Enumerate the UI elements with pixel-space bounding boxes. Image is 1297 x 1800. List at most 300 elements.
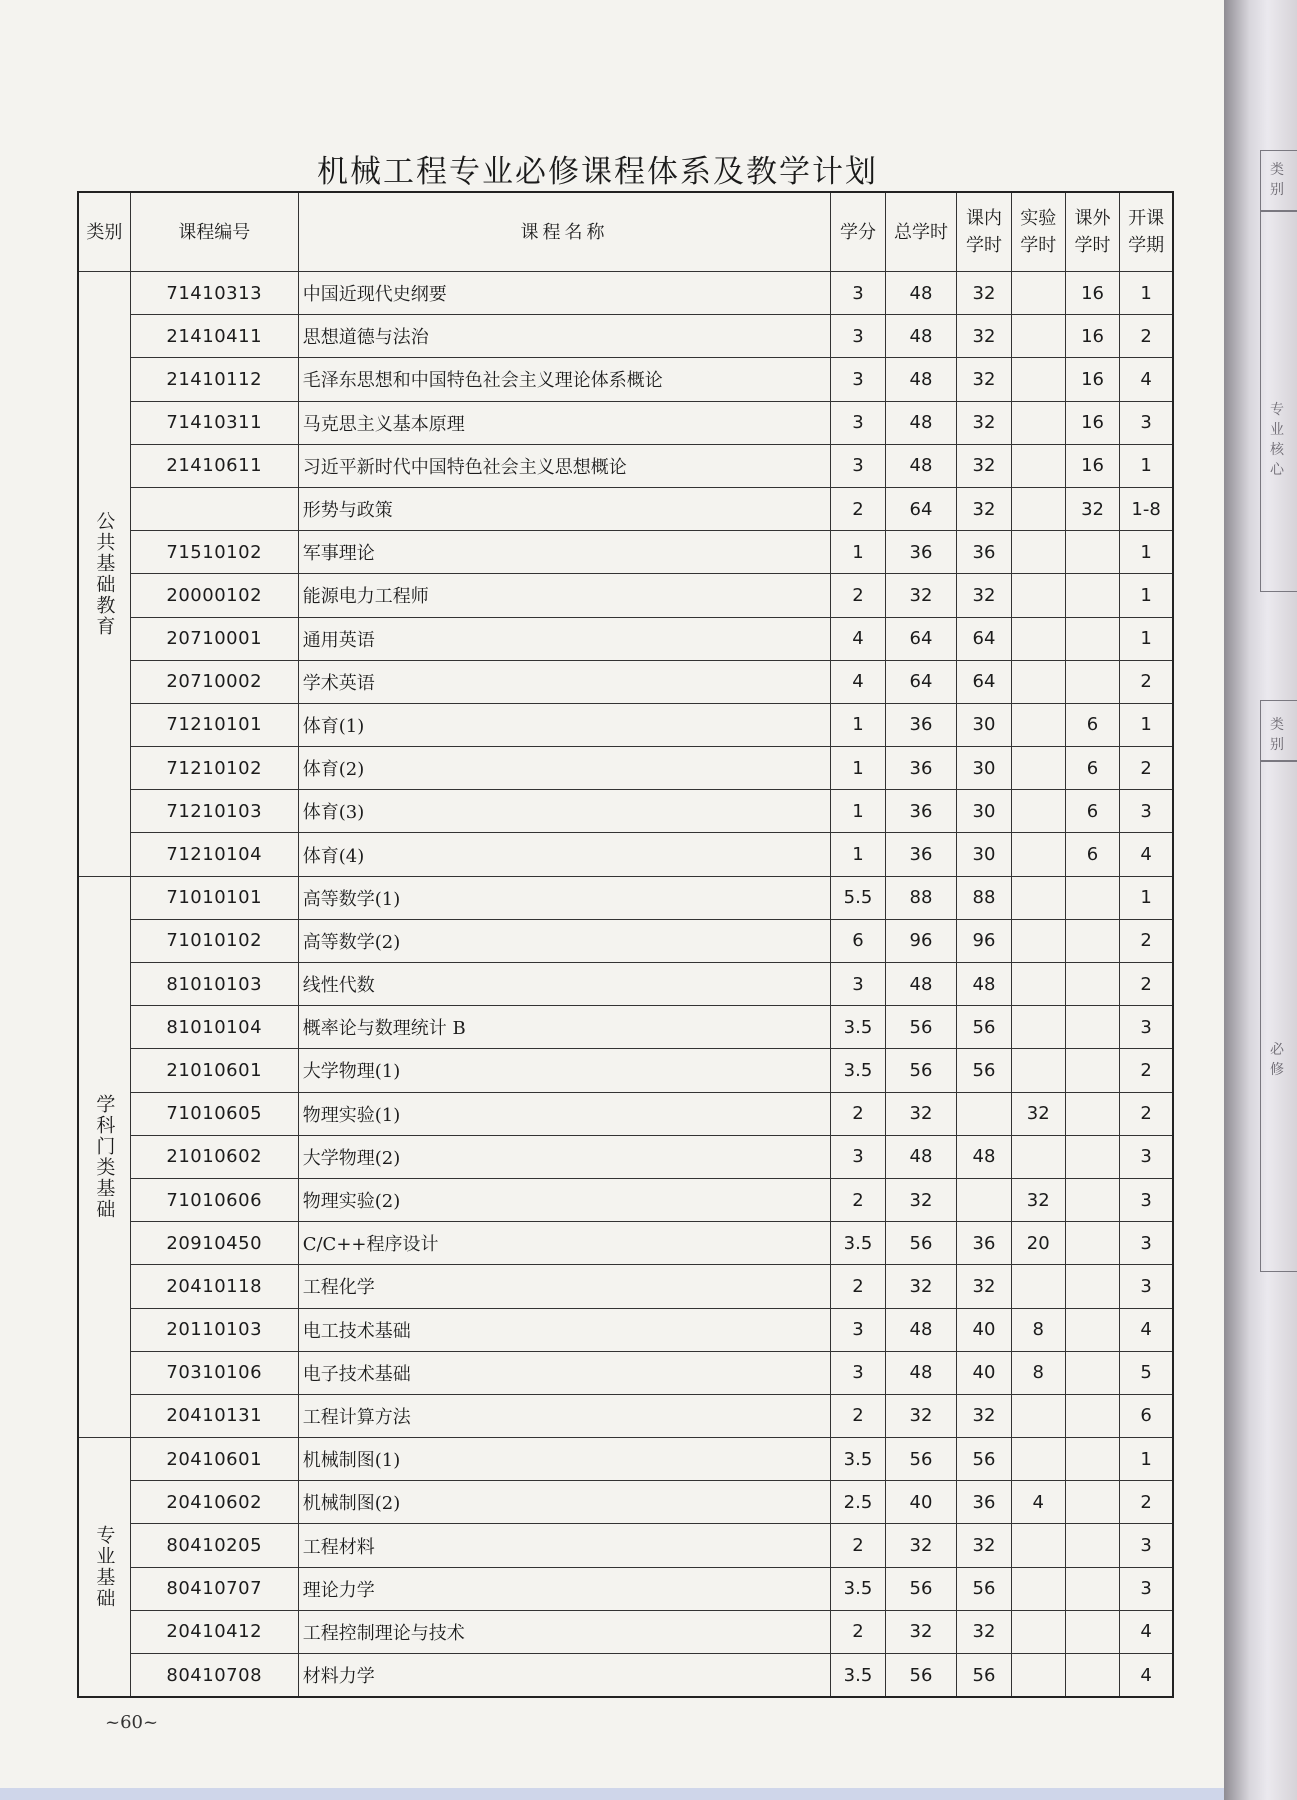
course-class-hours: 96 [957,919,1011,962]
side-label-category-2: 类别 [1270,717,1284,753]
course-code: 21410112 [130,358,298,401]
course-name: 线性代数 [298,963,831,1006]
course-name: 能源电力工程师 [298,574,831,617]
course-semester: 1 [1120,574,1173,617]
course-extra-hours: 16 [1065,401,1119,444]
course-extra-hours [1065,876,1119,919]
header-category: 类别 [78,192,130,272]
course-credits: 3 [831,358,885,401]
course-extra-hours [1065,1351,1119,1394]
course-credits: 2 [831,1178,885,1221]
course-extra-hours: 32 [1065,487,1119,530]
course-class-hours: 32 [957,1610,1011,1653]
course-semester: 2 [1120,919,1173,962]
course-code: 71010606 [130,1178,298,1221]
table-row [78,358,1173,401]
course-extra-hours: 6 [1065,703,1119,746]
course-semester: 4 [1120,1610,1173,1653]
course-total-hours: 96 [885,919,957,962]
course-code: 20000102 [130,574,298,617]
course-code: 80410707 [130,1567,298,1610]
side-box-bottom [1260,760,1297,1272]
course-code: 80410205 [130,1524,298,1567]
table-row [78,531,1173,574]
course-code: 21010601 [130,1049,298,1092]
course-lab-hours [1011,919,1065,962]
bottom-band [0,1788,1224,1800]
course-name: 高等数学(2) [298,919,831,962]
course-name: 毛泽东思想和中国特色社会主义理论体系概论 [298,358,831,401]
course-code: 71410313 [130,272,298,315]
course-semester: 1 [1120,617,1173,660]
course-lab-hours [1011,876,1065,919]
course-class-hours: 32 [957,272,1011,315]
course-lab-hours [1011,487,1065,530]
course-class-hours: 32 [957,1265,1011,1308]
course-semester: 2 [1120,747,1173,790]
course-credits: 1 [831,531,885,574]
course-credits: 1 [831,790,885,833]
side-label-category-1: 类别 [1270,162,1284,198]
course-class-hours: 36 [957,1481,1011,1524]
table-row [78,1394,1173,1437]
table-row [78,1308,1173,1351]
page-title: 机械工程专业必修课程体系及教学计划 [317,154,878,190]
course-class-hours: 56 [957,1567,1011,1610]
course-name: 中国近现代史纲要 [298,272,831,315]
course-extra-hours [1065,1438,1119,1481]
course-name: 体育(1) [298,703,831,746]
course-name: 大学物理(1) [298,1049,831,1092]
course-code: 71010102 [130,919,298,962]
course-credits: 3.5 [831,1438,885,1481]
course-class-hours: 32 [957,574,1011,617]
course-credits: 3.5 [831,1222,885,1265]
course-total-hours: 32 [885,1524,957,1567]
course-extra-hours [1065,617,1119,660]
course-name: C/C++程序设计 [298,1222,831,1265]
course-class-hours: 30 [957,833,1011,876]
course-lab-hours [1011,833,1065,876]
course-semester: 3 [1120,1006,1173,1049]
table-header-row [78,192,1173,272]
course-lab-hours [1011,1567,1065,1610]
page-number: ~60~ [105,1712,159,1733]
table-row [78,444,1173,487]
course-total-hours: 48 [885,358,957,401]
course-lab-hours [1011,1394,1065,1437]
course-total-hours: 48 [885,315,957,358]
course-lab-hours [1011,963,1065,1006]
course-lab-hours [1011,1135,1065,1178]
course-name: 思想道德与法治 [298,315,831,358]
course-extra-hours: 16 [1065,444,1119,487]
course-code: 20410602 [130,1481,298,1524]
course-name: 体育(3) [298,790,831,833]
course-lab-hours: 8 [1011,1308,1065,1351]
course-name: 机械制图(1) [298,1438,831,1481]
course-class-hours: 32 [957,444,1011,487]
course-class-hours: 40 [957,1308,1011,1351]
course-lab-hours [1011,1006,1065,1049]
course-extra-hours [1065,1308,1119,1351]
course-credits: 3 [831,444,885,487]
course-total-hours: 48 [885,444,957,487]
course-credits: 4 [831,660,885,703]
course-semester: 2 [1120,660,1173,703]
table-row [78,487,1173,530]
course-extra-hours [1065,1222,1119,1265]
course-lab-hours: 32 [1011,1092,1065,1135]
course-name: 物理实验(2) [298,1178,831,1221]
table-row [78,1524,1173,1567]
course-credits: 1 [831,703,885,746]
course-semester: 3 [1120,1265,1173,1308]
course-extra-hours [1065,1567,1119,1610]
table-row [78,1092,1173,1135]
course-name: 工程计算方法 [298,1394,831,1437]
course-lab-hours [1011,1049,1065,1092]
course-total-hours: 88 [885,876,957,919]
course-code: 80410708 [130,1654,298,1698]
course-class-hours: 56 [957,1006,1011,1049]
course-credits: 2 [831,487,885,530]
course-total-hours: 56 [885,1222,957,1265]
course-total-hours: 36 [885,531,957,574]
course-lab-hours [1011,401,1065,444]
course-code: 81010103 [130,963,298,1006]
course-credits: 3.5 [831,1049,885,1092]
table-row [78,963,1173,1006]
course-lab-hours [1011,1524,1065,1567]
table-row [78,1481,1173,1524]
table-row [78,833,1173,876]
table-row [78,1567,1173,1610]
course-code: 71510102 [130,531,298,574]
course-credits: 2 [831,1265,885,1308]
header-extra-hours: 课外学时 [1065,192,1119,272]
course-total-hours: 56 [885,1567,957,1610]
table-row [78,1351,1173,1394]
course-extra-hours [1065,1524,1119,1567]
table-row [78,1438,1173,1481]
course-lab-hours [1011,1265,1065,1308]
course-total-hours: 36 [885,703,957,746]
course-credits: 3 [831,1308,885,1351]
course-name: 体育(4) [298,833,831,876]
course-class-hours: 88 [957,876,1011,919]
course-extra-hours [1065,1610,1119,1653]
course-name: 习近平新时代中国特色社会主义思想概论 [298,444,831,487]
course-name: 马克思主义基本原理 [298,401,831,444]
course-total-hours: 64 [885,617,957,660]
category-cell: 学科门类基础 [78,876,130,1437]
course-code: 21010602 [130,1135,298,1178]
course-class-hours: 32 [957,358,1011,401]
course-total-hours: 48 [885,401,957,444]
header-class-hours: 课内学时 [957,192,1011,272]
course-total-hours: 32 [885,574,957,617]
course-total-hours: 48 [885,963,957,1006]
table-row [78,315,1173,358]
course-semester: 1 [1120,531,1173,574]
course-name: 工程控制理论与技术 [298,1610,831,1653]
header-total-hours: 总学时 [885,192,957,272]
header-name: 课程名称 [298,192,831,272]
header-lab-hours: 实验学时 [1011,192,1065,272]
course-extra-hours: 16 [1065,272,1119,315]
course-extra-hours [1065,660,1119,703]
course-credits: 6 [831,919,885,962]
course-class-hours: 32 [957,1394,1011,1437]
course-code: 20410601 [130,1438,298,1481]
table-row [78,1049,1173,1092]
course-lab-hours [1011,1654,1065,1698]
course-class-hours [957,1092,1011,1135]
course-total-hours: 56 [885,1654,957,1698]
course-name: 概率论与数理统计 B [298,1006,831,1049]
course-lab-hours [1011,617,1065,660]
course-extra-hours: 6 [1065,833,1119,876]
course-lab-hours [1011,1438,1065,1481]
course-credits: 3.5 [831,1654,885,1698]
header-code: 课程编号 [130,192,298,272]
course-name: 工程化学 [298,1265,831,1308]
course-extra-hours: 6 [1065,790,1119,833]
course-extra-hours [1065,1654,1119,1698]
course-extra-hours [1065,1135,1119,1178]
category-cell: 公共基础教育 [78,272,130,877]
table-row [78,574,1173,617]
course-total-hours: 56 [885,1438,957,1481]
course-semester: 2 [1120,1092,1173,1135]
course-class-hours: 64 [957,660,1011,703]
course-total-hours: 56 [885,1006,957,1049]
course-name: 通用英语 [298,617,831,660]
table-row [78,1222,1173,1265]
course-semester: 1 [1120,876,1173,919]
course-total-hours: 36 [885,790,957,833]
course-lab-hours: 20 [1011,1222,1065,1265]
course-extra-hours [1065,1092,1119,1135]
side-label-core: 专业核心 [1270,402,1284,478]
course-extra-hours [1065,1049,1119,1092]
course-lab-hours [1011,1610,1065,1653]
course-name: 电工技术基础 [298,1308,831,1351]
course-credits: 2 [831,1524,885,1567]
course-class-hours: 30 [957,790,1011,833]
course-extra-hours [1065,574,1119,617]
course-lab-hours [1011,358,1065,401]
course-table-wrap [77,191,1174,1698]
table-row [78,1265,1173,1308]
course-code: 20410118 [130,1265,298,1308]
side-label-required: 必修 [1270,1042,1284,1078]
course-credits: 3 [831,401,885,444]
course-total-hours: 48 [885,1135,957,1178]
course-code: 71410311 [130,401,298,444]
course-semester: 2 [1120,963,1173,1006]
course-total-hours: 36 [885,833,957,876]
course-name: 形势与政策 [298,487,831,530]
header-semester: 开课学期 [1120,192,1173,272]
course-extra-hours [1065,1481,1119,1524]
course-total-hours: 48 [885,272,957,315]
course-credits: 2 [831,1092,885,1135]
course-code: 20710001 [130,617,298,660]
course-code: 20410412 [130,1610,298,1653]
course-class-hours: 56 [957,1438,1011,1481]
course-credits: 2 [831,574,885,617]
table-row [78,617,1173,660]
course-semester: 5 [1120,1351,1173,1394]
course-lab-hours [1011,574,1065,617]
course-extra-hours [1065,963,1119,1006]
course-code [130,487,298,530]
course-semester: 3 [1120,1567,1173,1610]
course-name: 学术英语 [298,660,831,703]
course-class-hours: 64 [957,617,1011,660]
course-code: 21410411 [130,315,298,358]
table-row [78,1006,1173,1049]
course-class-hours: 32 [957,315,1011,358]
table-row [78,703,1173,746]
course-credits: 1 [831,747,885,790]
course-credits: 3 [831,272,885,315]
course-code: 20110103 [130,1308,298,1351]
course-lab-hours [1011,444,1065,487]
course-extra-hours [1065,1178,1119,1221]
course-semester: 2 [1120,315,1173,358]
table-row [78,1178,1173,1221]
course-semester: 4 [1120,833,1173,876]
course-class-hours: 30 [957,747,1011,790]
course-class-hours: 36 [957,531,1011,574]
course-class-hours: 30 [957,703,1011,746]
table-row [78,1610,1173,1653]
course-lab-hours: 8 [1011,1351,1065,1394]
course-lab-hours [1011,272,1065,315]
course-class-hours: 32 [957,487,1011,530]
course-name: 理论力学 [298,1567,831,1610]
course-credits: 4 [831,617,885,660]
category-cell: 专业基础 [78,1438,130,1698]
course-extra-hours: 6 [1065,747,1119,790]
course-code: 21410611 [130,444,298,487]
course-lab-hours: 4 [1011,1481,1065,1524]
course-semester: 1 [1120,444,1173,487]
course-class-hours: 48 [957,963,1011,1006]
course-extra-hours [1065,1265,1119,1308]
course-credits: 3 [831,1135,885,1178]
course-lab-hours [1011,790,1065,833]
course-name: 工程材料 [298,1524,831,1567]
course-name: 机械制图(2) [298,1481,831,1524]
course-total-hours: 32 [885,1178,957,1221]
course-total-hours: 40 [885,1481,957,1524]
course-semester: 1 [1120,272,1173,315]
course-total-hours: 32 [885,1610,957,1653]
table-row [78,790,1173,833]
course-total-hours: 32 [885,1092,957,1135]
course-extra-hours: 16 [1065,315,1119,358]
course-total-hours: 32 [885,1265,957,1308]
course-class-hours: 32 [957,1524,1011,1567]
course-class-hours: 56 [957,1049,1011,1092]
course-semester: 3 [1120,1135,1173,1178]
course-semester: 4 [1120,358,1173,401]
course-extra-hours [1065,1394,1119,1437]
course-credits: 2 [831,1610,885,1653]
table-body [78,272,1173,1698]
course-code: 70310106 [130,1351,298,1394]
table-row [78,1135,1173,1178]
course-lab-hours [1011,660,1065,703]
course-semester: 3 [1120,1222,1173,1265]
course-code: 71210101 [130,703,298,746]
course-lab-hours: 32 [1011,1178,1065,1221]
course-code: 71010605 [130,1092,298,1135]
table-row [78,876,1173,919]
course-semester: 4 [1120,1308,1173,1351]
course-semester: 4 [1120,1654,1173,1698]
course-table [77,191,1174,1698]
course-total-hours: 56 [885,1049,957,1092]
course-total-hours: 48 [885,1308,957,1351]
course-name: 大学物理(2) [298,1135,831,1178]
course-class-hours: 36 [957,1222,1011,1265]
course-code: 71210102 [130,747,298,790]
course-credits: 3 [831,1351,885,1394]
table-row [78,747,1173,790]
course-semester: 2 [1120,1481,1173,1524]
course-total-hours: 48 [885,1351,957,1394]
course-extra-hours: 16 [1065,358,1119,401]
course-class-hours: 40 [957,1351,1011,1394]
course-name: 物理实验(1) [298,1092,831,1135]
header-credits: 学分 [831,192,885,272]
course-class-hours [957,1178,1011,1221]
table-row [78,272,1173,315]
course-name: 军事理论 [298,531,831,574]
course-credits: 3.5 [831,1567,885,1610]
course-semester: 3 [1120,401,1173,444]
course-extra-hours [1065,919,1119,962]
course-lab-hours [1011,747,1065,790]
table-row [78,660,1173,703]
course-credits: 3.5 [831,1006,885,1049]
course-class-hours: 56 [957,1654,1011,1698]
course-extra-hours [1065,1006,1119,1049]
course-semester: 1-8 [1120,487,1173,530]
course-credits: 3 [831,315,885,358]
course-name: 体育(2) [298,747,831,790]
course-total-hours: 64 [885,660,957,703]
course-lab-hours [1011,531,1065,574]
course-lab-hours [1011,315,1065,358]
course-name: 材料力学 [298,1654,831,1698]
course-credits: 1 [831,833,885,876]
course-code: 71210104 [130,833,298,876]
course-code: 20410131 [130,1394,298,1437]
course-semester: 6 [1120,1394,1173,1437]
course-credits: 5.5 [831,876,885,919]
course-code: 81010104 [130,1006,298,1049]
course-code: 71210103 [130,790,298,833]
course-code: 20710002 [130,660,298,703]
course-semester: 3 [1120,1524,1173,1567]
course-credits: 2.5 [831,1481,885,1524]
